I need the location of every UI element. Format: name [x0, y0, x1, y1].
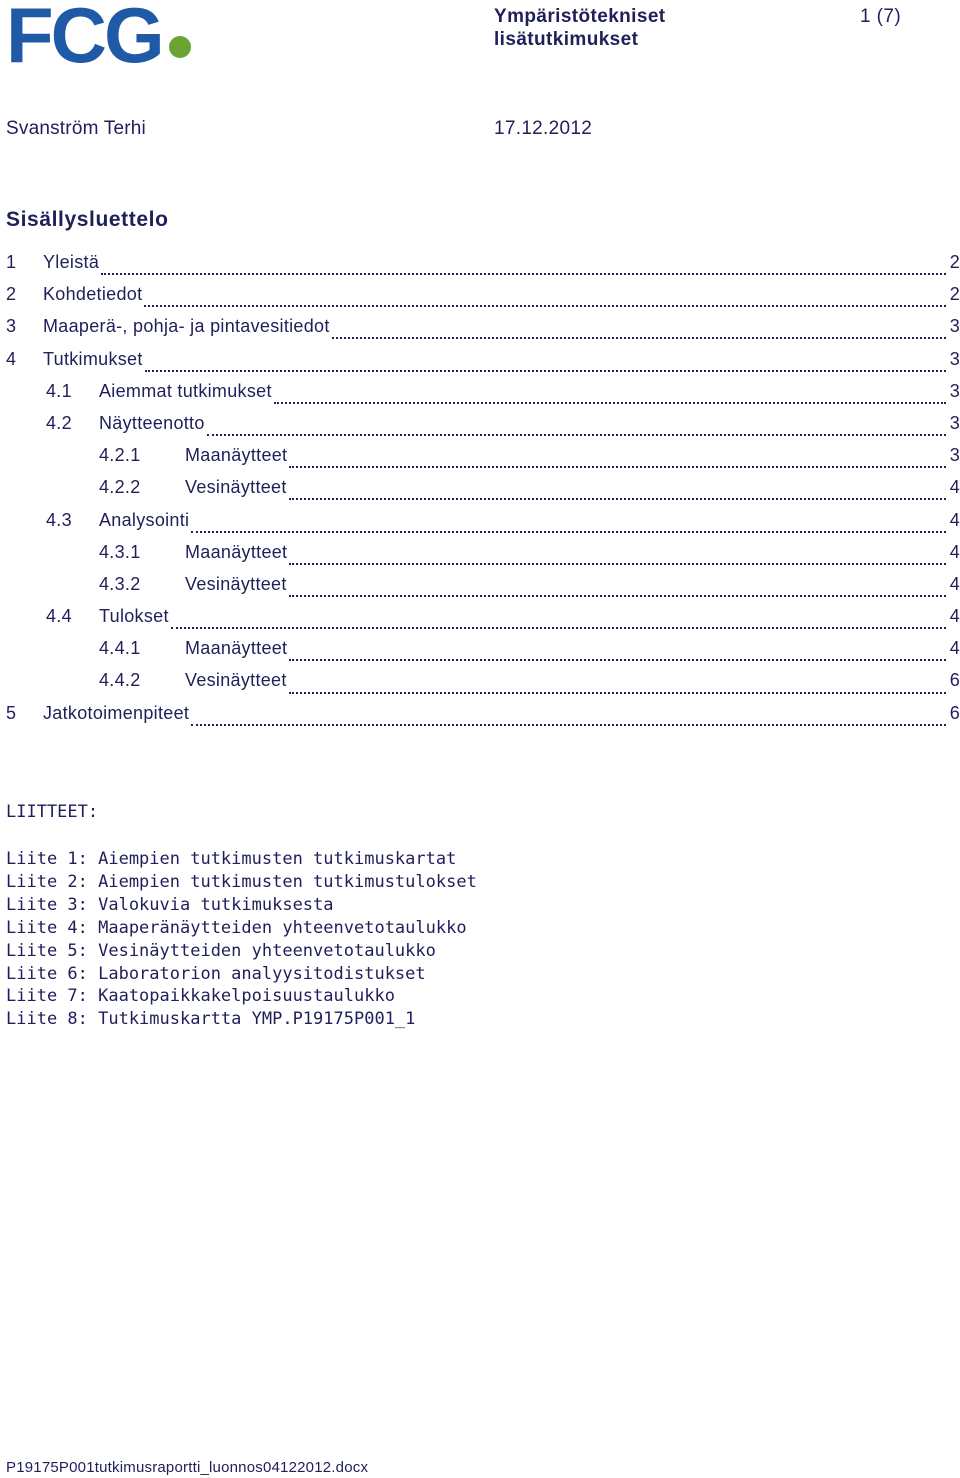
footer-filename: P19175P001tutkimusraportti_luonnos04122012.docx — [6, 1459, 369, 1476]
toc-dot-leader — [332, 323, 946, 341]
toc-entry-page: 4 — [949, 541, 960, 562]
toc-entry-number: 4 — [6, 348, 17, 369]
toc-entry[interactable] — [6, 574, 960, 606]
attachment-item: Liite 8: Tutkimuskartta YMP.P19175P001_1 — [6, 1009, 416, 1030]
toc-dot-leader — [289, 581, 946, 599]
toc-entry-title: Maaperä-, pohja- ja pintavesitiedot — [43, 316, 330, 337]
toc-entry-page: 4 — [949, 509, 960, 530]
toc-entry[interactable] — [6, 510, 960, 542]
toc-entry-title: Tutkimukset — [43, 348, 143, 369]
toc-entry-page: 2 — [949, 284, 960, 305]
toc-entry-title: Jatkotoimenpiteet — [43, 702, 190, 723]
toc-entry-number: 2 — [6, 284, 17, 305]
toc-dot-leader — [145, 356, 946, 374]
document-title-line2: lisätutkimukset — [494, 29, 639, 50]
attachment-item: Liite 1: Aiempien tutkimusten tutkimuskartat — [6, 849, 457, 869]
attachments-list — [6, 848, 477, 1031]
toc-dot-leader — [171, 613, 946, 631]
toc-entry[interactable] — [6, 477, 960, 509]
toc-entry-title: Aiemmat tutkimukset — [99, 380, 272, 401]
toc-entry-number: 4.4 — [46, 606, 72, 627]
toc-entry[interactable] — [6, 670, 960, 702]
toc-entry-title: Tulokset — [99, 606, 169, 627]
toc-entry-number: 4.3.2 — [99, 573, 141, 594]
logo-dot — [169, 36, 191, 58]
document-title — [494, 5, 666, 51]
toc-dot-leader — [191, 710, 946, 728]
toc-entry[interactable] — [6, 703, 960, 735]
toc-entry-number: 4.2.1 — [99, 445, 141, 466]
attachments-heading: LIITTEET: — [6, 802, 99, 822]
author: Svanström Terhi — [6, 118, 146, 139]
toc-entry-page: 3 — [949, 348, 960, 369]
attachment-item: Liite 4: Maaperänäytteiden yhteenvetotaulukko — [6, 917, 467, 938]
toc-dot-leader — [289, 645, 946, 663]
toc-entry-title: Kohdetiedot — [43, 284, 143, 305]
toc-dot-leader — [289, 484, 946, 502]
toc-entry-number: 4.4.1 — [99, 638, 141, 659]
toc-heading: Sisällysluettelo — [6, 208, 169, 231]
toc-entry-number: 4.1 — [46, 380, 72, 401]
toc-entry-page: 3 — [949, 316, 960, 337]
toc-entry-page: 3 — [949, 445, 960, 466]
toc-entry-page: 3 — [949, 380, 960, 401]
toc-entry-number: 4.2 — [46, 412, 72, 433]
toc-dot-leader — [289, 678, 946, 696]
toc-entry[interactable] — [6, 445, 960, 477]
toc-entry[interactable] — [6, 606, 960, 638]
toc-entry[interactable] — [6, 413, 960, 445]
toc-entry-page: 6 — [949, 702, 960, 723]
page-number: 1 (7) — [860, 6, 902, 27]
toc-entry[interactable] — [6, 316, 960, 348]
toc-entry[interactable] — [6, 349, 960, 381]
toc-entry-number: 4.2.2 — [99, 477, 141, 498]
toc-entry-page: 4 — [949, 606, 960, 627]
toc-dot-leader — [101, 259, 946, 277]
date: 17.12.2012 — [494, 118, 593, 139]
toc-entry-title: Vesinäytteet — [185, 573, 287, 594]
toc-entry-title: Maanäytteet — [185, 541, 288, 562]
attachment-item: Liite 6: Laboratorion analyysitodistukset — [6, 963, 426, 984]
toc-entry-title: Näytteenotto — [99, 412, 205, 433]
attachment-item: Liite 7: Kaatopaikkakelpoisuustaulukko — [6, 986, 395, 1007]
attachment-item: Liite 5: Vesinäytteiden yhteenvetotaulukko — [6, 940, 436, 961]
table-of-contents — [6, 252, 960, 735]
fcg-logo — [6, 2, 191, 68]
toc-dot-leader — [207, 420, 946, 438]
toc-entry[interactable] — [6, 638, 960, 670]
toc-entry-page: 2 — [949, 252, 960, 272]
toc-entry-title: Yleistä — [43, 252, 100, 272]
toc-dot-leader — [289, 452, 946, 470]
toc-entry-page: 4 — [949, 573, 960, 594]
toc-entry-page: 4 — [949, 638, 960, 659]
toc-entry-page: 3 — [949, 412, 960, 433]
toc-entry-title: Vesinäytteet — [185, 477, 287, 498]
attachment-item: Liite 2: Aiempien tutkimusten tutkimustulokset — [6, 871, 477, 892]
toc-dot-leader — [274, 388, 946, 406]
toc-entry-title: Vesinäytteet — [185, 670, 287, 691]
toc-entry-page: 4 — [949, 477, 960, 498]
toc-entry-number: 4.3 — [46, 509, 72, 530]
toc-entry-number: 4.3.1 — [99, 541, 141, 562]
toc-dot-leader — [144, 291, 946, 309]
toc-entry-title: Maanäytteet — [185, 445, 288, 466]
toc-entry[interactable] — [6, 284, 960, 316]
toc-entry[interactable] — [6, 542, 960, 574]
toc-dot-leader — [191, 517, 946, 535]
logo-text: FCG — [6, 2, 162, 68]
document-title-line1: Ympäristötekniset — [494, 6, 666, 27]
toc-entry-page: 6 — [949, 670, 960, 691]
attachment-item: Liite 3: Valokuvia tutkimuksesta — [6, 894, 334, 915]
toc-entry-number: 1 — [6, 252, 17, 272]
toc-entry-number: 4.4.2 — [99, 670, 141, 691]
toc-entry[interactable] — [6, 252, 960, 284]
toc-entry[interactable] — [6, 381, 960, 413]
toc-entry-number: 3 — [6, 316, 17, 337]
toc-entry-number: 5 — [6, 702, 17, 723]
toc-entry-title: Analysointi — [99, 509, 190, 530]
toc-dot-leader — [289, 549, 946, 567]
toc-entry-title: Maanäytteet — [185, 638, 288, 659]
